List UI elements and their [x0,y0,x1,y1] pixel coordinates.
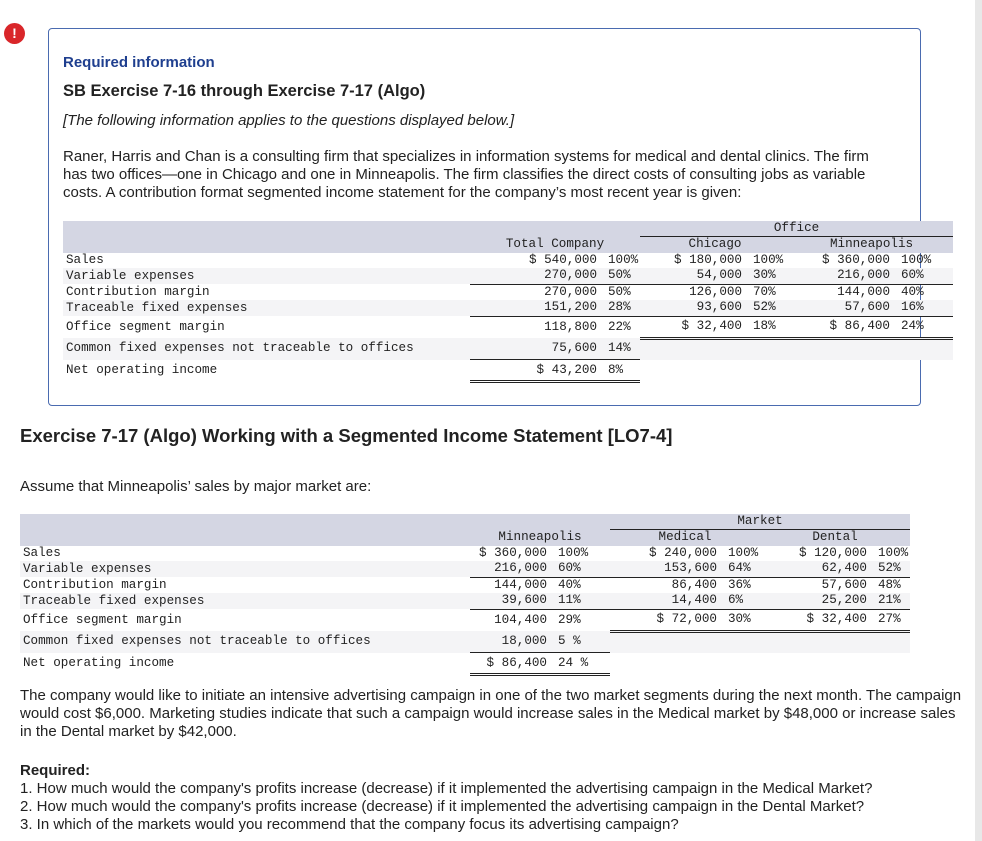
amount-cell: $ 180,000 [673,252,742,267]
row-label: Variable expenses [20,561,470,577]
percent-cell: 60% [893,268,953,284]
row-label: Net operating income [23,656,175,670]
column-header: Chicago [640,237,790,253]
column-header: Total Company [470,237,640,253]
amount-cell: 54,000 [640,268,745,284]
amount-cell: 216,000 [470,561,550,577]
table-row [63,300,953,316]
question-1: 1. How much would the company's profits increase (decrease) if it implemented the advertising campaign in the Medical Market? [20,780,873,797]
percent-cell: 14% [600,338,640,360]
amount-cell: 270,000 [544,284,597,299]
percent-cell: 50% [600,268,640,284]
row-label: Contribution margin [23,577,167,592]
amount-cell: 14,400 [610,593,720,609]
percent-cell: 50% [608,284,631,299]
amount-cell: 270,000 [470,268,600,284]
question-3: 3. In which of the markets would you recommend that the company focus its advertising campaign? [20,816,679,833]
percent-cell: 16% [893,300,953,316]
percent-cell [745,360,790,382]
amount-cell: 93,600 [640,300,745,316]
percent-cell: 100% [753,252,784,267]
percent-cell: 30% [720,609,760,631]
alert-icon: ! [4,23,25,44]
amount-cell [760,631,870,653]
row-label: Contribution margin [66,284,210,299]
header-blank [63,221,470,237]
percent-cell: 60% [550,561,610,577]
percent-cell: 24 % [550,653,610,675]
header-blank [20,530,470,546]
group-header: Office [640,221,953,237]
amount-cell: 57,600 [821,577,867,592]
table-row [20,609,910,631]
amount-cell: $ 360,000 [478,545,547,560]
question-2: 2. How much would the company's profits increase (decrease) if it implemented the advertising campaign in the Dental Market? [20,798,865,815]
percent-cell: 100% [608,252,639,267]
amount-cell [640,360,745,382]
amount-cell: $ 32,400 [640,316,745,338]
percent-cell: 64% [720,561,760,577]
amount-cell: $ 86,400 [470,653,550,675]
assume-text: Assume that Minneapolis’ sales by major market are: [20,478,372,495]
percent-cell: 100% [878,545,909,560]
table-header-row [20,514,910,530]
amount-cell [610,631,720,653]
percent-cell [893,360,953,382]
header-blank [470,514,550,530]
amount-cell: $ 43,200 [470,360,600,382]
exercise-7-17-title: Exercise 7-17 (Algo) Working with a Segmented Income Statement [LO7-4] [20,425,673,446]
row-label: Sales [23,545,61,560]
percent-cell: 18% [745,316,790,338]
amount-cell: 62,400 [760,561,870,577]
amount-cell: $ 240,000 [648,545,717,560]
column-header: Medical [610,530,760,546]
table-row [63,253,953,269]
row-label: Traceable fixed expenses [63,300,470,316]
percent-cell: 100% [901,252,932,267]
amount-cell: 144,000 [494,577,547,592]
amount-cell: 57,600 [790,300,893,316]
amount-cell [790,360,893,382]
row-label: Variable expenses [63,268,470,284]
table-row [20,561,910,577]
table-subheader-row [20,530,910,546]
percent-cell [720,631,760,653]
amount-cell: 39,600 [470,593,550,609]
table-subheader-row [63,237,953,253]
row-label: Office segment margin [66,319,225,334]
percent-cell: 24% [893,316,953,338]
amount-cell [610,653,720,675]
percent-cell [893,338,953,360]
campaign-paragraph: The company would like to initiate an intensive advertising campaign in one of the two market segments during the next month. The campaign would cost $6,000. Marketing studies indicate that such a campaign would increase sales in the Medical market by $48,000 or increase sales in the Dental market by $42,000. [20,687,962,740]
info-note: [The following information applies to the questions displayed below.] [63,112,515,129]
amount-cell: 144,000 [837,284,890,299]
table-row [20,653,910,675]
table-row [20,577,910,593]
amount-cell: 118,800 [544,319,597,334]
header-blank [550,514,610,530]
row-label: Common fixed expenses not traceable to offices [63,338,470,360]
column-header: Minneapolis [790,237,953,253]
percent-cell: 5 % [550,631,610,653]
percent-cell [745,338,790,360]
table-row [20,631,910,653]
amount-cell: 25,200 [760,593,870,609]
table-row [20,546,910,562]
group-header: Market [610,514,910,530]
amount-cell: 18,000 [470,631,550,653]
amount-cell: 151,200 [470,300,600,316]
percent-cell [870,653,910,675]
percent-cell: 52% [870,561,910,577]
column-header: Minneapolis [470,530,610,546]
row-label: Common fixed expenses not traceable to offices [20,631,470,653]
amount-cell: $ 32,400 [760,609,870,631]
row-label: Traceable fixed expenses [20,593,470,609]
amount-cell: 153,600 [610,561,720,577]
percent-cell [720,653,760,675]
column-header: Dental [760,530,910,546]
percent-cell: 100% [728,545,759,560]
percent-cell: 40% [558,577,581,592]
table-row [63,360,953,382]
amount-cell [790,338,893,360]
row-label: Office segment margin [23,612,182,627]
amount-cell: $ 540,000 [528,252,597,267]
percent-cell: 40% [901,284,924,299]
percent-cell: 22% [608,319,631,334]
header-blank [63,237,470,253]
percent-cell: 11% [550,593,610,609]
amount-cell: $ 72,000 [610,609,720,631]
exercise-title: SB Exercise 7-16 through Exercise 7-17 (Algo) [63,82,426,100]
table-row [63,316,953,338]
percent-cell: 6% [720,593,760,609]
percent-cell: 27% [870,609,910,631]
percent-cell: 28% [600,300,640,316]
required-information-label: Required information [63,54,215,71]
percent-cell: 48% [878,577,901,592]
market-income-statement-table [20,514,910,676]
required-label: Required: [20,762,91,779]
percent-cell [870,631,910,653]
header-blank [600,221,640,237]
row-label: Net operating income [66,363,218,377]
scrollbar[interactable] [975,0,982,841]
percent-cell: 52% [745,300,790,316]
table-header-row [63,221,953,237]
percent-cell: 100% [558,545,589,560]
row-label: Sales [66,252,104,267]
percent-cell: 36% [728,577,751,592]
amount-cell [640,338,745,360]
table-row [63,284,953,300]
percent-cell: 30% [745,268,790,284]
amount-cell: $ 86,400 [790,316,893,338]
amount-cell: 104,400 [494,612,547,627]
header-blank [20,514,470,530]
amount-cell: 216,000 [790,268,893,284]
percent-cell: 29% [558,612,581,627]
amount-cell: $ 360,000 [821,252,890,267]
amount-cell: 86,400 [671,577,717,592]
percent-cell: 8% [600,360,640,382]
amount-cell: 126,000 [689,284,742,299]
table-row [63,338,953,360]
header-blank [470,221,600,237]
intro-paragraph: Raner, Harris and Chan is a consulting firm that specializes in information systems for medical and dental clinics. The firm has two offices—one in Chicago and one in Minneapolis. The firm classifies the direct costs of consulting jobs as variable costs. A contribution format segmented income statement for the company’s most recent year is given: [63,148,869,201]
percent-cell: 21% [870,593,910,609]
amount-cell: $ 120,000 [798,545,867,560]
table-row [63,268,953,284]
percent-cell: 70% [753,284,776,299]
amount-cell [760,653,870,675]
table-row [20,593,910,609]
amount-cell: 75,600 [470,338,600,360]
office-income-statement-table [63,221,953,383]
